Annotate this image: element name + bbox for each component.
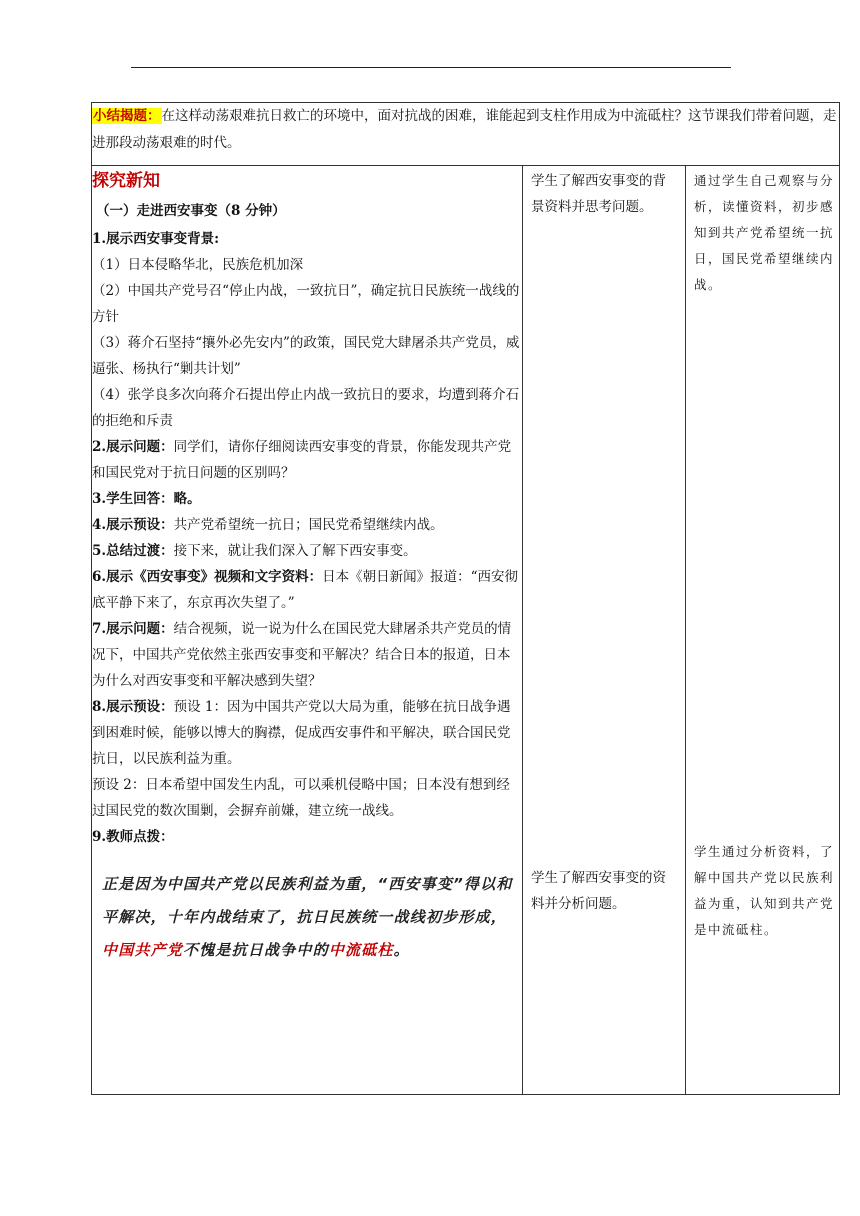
step-8 — [92, 694, 522, 772]
student-activity-2: 学生了解西安事变的资料并分析问题。 — [531, 870, 666, 912]
callout-part-2: 不愧是抗日战争中的 — [183, 941, 329, 959]
step-4-text: 共产党希望统一抗日；国民党希望继续内战。 — [173, 517, 444, 533]
step-6 — [92, 564, 522, 616]
teacher-activity-cell — [92, 166, 523, 1095]
step-3-label: 3.学生回答：略。 — [92, 491, 201, 507]
step-8-label: 8.展示预设： — [92, 699, 174, 715]
summary-label: 小结揭题： — [93, 108, 161, 124]
design-purpose-2: 学生通过分析资料，了解中国共产党以民族利益为重，认知到共产党是中流砥柱。 — [694, 844, 835, 937]
step-5-label: 5.总结过渡： — [92, 543, 174, 559]
content-row — [92, 166, 840, 1095]
summary-text: 在这样动荡艰难抗日救亡的环境中，面对抗战的困难，谁能起到支柱作用成为中流砥柱？这节课我们带着问题，走进那段动荡艰难的时代。 — [92, 108, 837, 151]
student-activity-1: 学生了解西安事变的背景资料并思考问题。 — [531, 173, 666, 215]
background-item-4: （4）张学良多次向蒋介石提出停止内战一致抗日的要求，均遭到蒋介石的拒绝和斥责 — [92, 387, 520, 429]
step-4 — [92, 512, 522, 538]
step-5-text: 接下来，就让我们深入了解下西安事变。 — [173, 543, 417, 559]
student-activity-cell — [523, 166, 686, 1095]
background-item-2: （2）中国共产党号召“停止内战，一致抗日”，确定抗日民族统一战线的方针 — [92, 283, 520, 325]
summary-cell — [92, 103, 840, 166]
callout-highlight-2: 中流砥柱 — [328, 941, 394, 959]
step-2-label: 2.展示问题： — [92, 439, 174, 455]
step-6-text: 日本《朝日新闻》报道：“西安彻底平静下来了，东京再次失望了。” — [92, 569, 518, 611]
step-4-label: 4.展示预设： — [92, 517, 174, 533]
header-rule — [131, 67, 731, 68]
background-item-1: （1）日本侵略华北，民族危机加深 — [92, 257, 304, 273]
step-6-label: 6.展示《西安事变》视频和文字资料： — [92, 569, 323, 585]
teacher-guidance-callout — [102, 868, 516, 967]
section-subtitle: （一）走进西安事变（8 分钟） — [96, 203, 286, 219]
callout-end: 。 — [393, 941, 410, 959]
step-7 — [92, 616, 522, 694]
background-item-3: （3）蒋介石坚持“攘外必先安内”的政策，国民党大肆屠杀共产党员，威逼张、杨执行“剿共计划” — [92, 335, 520, 377]
step-5 — [92, 538, 522, 564]
step-2 — [92, 434, 522, 486]
section-title: 探究新知 — [92, 171, 160, 191]
step-7-label: 7.展示问题： — [92, 621, 174, 637]
step-8-preset-2: 预设 2：日本希望中国发生内乱，可以乘机侵略中国；日本没有想到经过国民党的数次围剿，会摒弃前嫌，建立统一战线。 — [92, 777, 510, 819]
callout-part-1: 正是因为中国共产党以民族利益为重，“西安事变”得以和平解决，十年内战结束了，抗日民族统一战线初步形成， — [102, 875, 513, 926]
lesson-plan-table — [91, 102, 840, 1095]
design-purpose-cell — [686, 166, 840, 1095]
design-purpose-1: 通过学生自己观察与分析，读懂资料，初步感知到共产党希望统一抗日，国民党希望继续内战。 — [694, 173, 835, 292]
step-2-text: 同学们，请你仔细阅读西安事变的背景，你能发现共产党和国民党对于抗日问题的区别吗？ — [92, 439, 512, 481]
step-7-text: 结合视频，说一说为什么在国民党大肆屠杀共产党员的情况下，中国共产党依然主张西安事变和平解决？结合日本的报道，日本为什么对西安事变和平解决感到失望？ — [92, 621, 512, 689]
callout-highlight-1: 中国共产党 — [102, 941, 184, 959]
summary-row — [92, 103, 840, 166]
step-8-text: 预设 1：因为中国共产党以大局为重，能够在抗日战争遇到困难时候，能够以博大的胸襟，促成西安事件和平解决，联合国民党抗日，以民族利益为重。 — [92, 699, 511, 767]
step-9-label: 9.教师点拨： — [92, 829, 174, 845]
step-1-label: 1.展示西安事变背景: — [92, 231, 220, 247]
